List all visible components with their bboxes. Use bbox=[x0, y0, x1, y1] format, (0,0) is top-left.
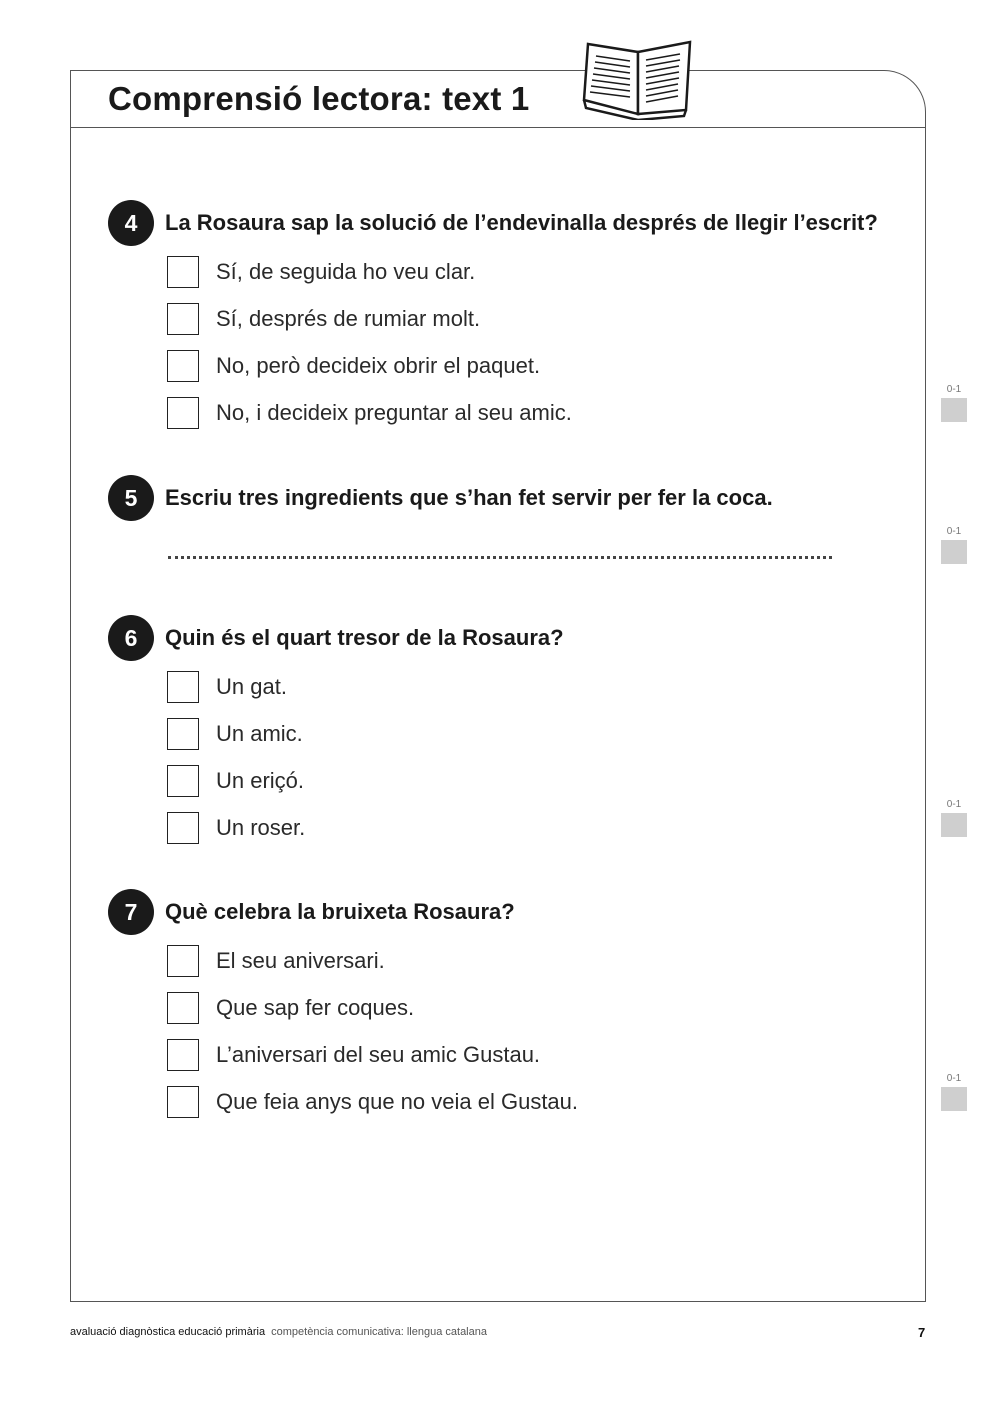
question-text: Escriu tres ingredients que s’han fet servir per fer la coca. bbox=[165, 485, 773, 510]
title-divider bbox=[70, 127, 926, 128]
question-text: Què celebra la bruixeta Rosaura? bbox=[165, 899, 515, 924]
answer-label: No, i decideix preguntar al seu amic. bbox=[216, 400, 572, 425]
score-marker-q5 bbox=[941, 526, 967, 564]
answer-label: Un eriçó. bbox=[216, 768, 305, 793]
page-title: Comprensió lectora: text 1 bbox=[108, 80, 530, 117]
score-marker-q7 bbox=[941, 1073, 967, 1111]
score-box[interactable] bbox=[941, 813, 967, 837]
answer-label: Que feia anys que no veia el Gustau. bbox=[216, 1089, 579, 1114]
answer-label: Que sap fer coques. bbox=[216, 995, 415, 1020]
answer-option[interactable] bbox=[167, 302, 480, 336]
answer-option[interactable] bbox=[167, 396, 572, 430]
score-marker-q6 bbox=[941, 799, 967, 837]
question-number-badge: 6 bbox=[108, 615, 154, 661]
answer-option[interactable] bbox=[167, 670, 287, 704]
answer-label: Un amic. bbox=[216, 721, 303, 746]
answer-writing-line[interactable] bbox=[168, 556, 832, 559]
answer-option[interactable] bbox=[167, 717, 303, 751]
answer-option[interactable] bbox=[167, 944, 385, 978]
footer-subtitle: competència comunicativa: llengua catalana bbox=[271, 1326, 487, 1338]
answer-option[interactable] bbox=[167, 1038, 540, 1072]
score-label: 0-1 bbox=[946, 526, 962, 537]
answer-checkbox[interactable] bbox=[167, 303, 199, 335]
question-number-badge: 5 bbox=[108, 475, 154, 521]
answer-checkbox[interactable] bbox=[167, 1039, 199, 1071]
answer-label: L’aniversari del seu amic Gustau. bbox=[216, 1042, 541, 1067]
page-number: 7 bbox=[918, 1325, 926, 1340]
answer-label: Un roser. bbox=[216, 815, 306, 840]
answer-option[interactable] bbox=[167, 349, 540, 383]
question-text: La Rosaura sap la solució de l’endevinalla després de llegir l’escrit? bbox=[165, 210, 878, 235]
footer bbox=[70, 1326, 487, 1338]
open-book-icon bbox=[582, 38, 694, 120]
answer-label: No, però decideix obrir el paquet. bbox=[216, 353, 541, 378]
answer-checkbox[interactable] bbox=[167, 992, 199, 1024]
answer-checkbox[interactable] bbox=[167, 1086, 199, 1118]
footer-title: avaluació diagnòstica educació primària bbox=[70, 1326, 266, 1338]
score-box[interactable] bbox=[941, 398, 967, 422]
answer-checkbox[interactable] bbox=[167, 718, 199, 750]
answer-checkbox[interactable] bbox=[167, 671, 199, 703]
question-number-badge: 7 bbox=[108, 889, 154, 935]
question-text: Quin és el quart tresor de la Rosaura? bbox=[165, 625, 564, 650]
score-label: 0-1 bbox=[946, 799, 962, 810]
score-box[interactable] bbox=[941, 540, 967, 564]
answer-checkbox[interactable] bbox=[167, 350, 199, 382]
answer-label: Un gat. bbox=[216, 674, 287, 699]
answer-label: Sí, després de rumiar molt. bbox=[216, 306, 481, 331]
answer-label: El seu aniversari. bbox=[216, 948, 385, 973]
answer-checkbox[interactable] bbox=[167, 765, 199, 797]
answer-option[interactable] bbox=[167, 991, 414, 1025]
answer-checkbox[interactable] bbox=[167, 945, 199, 977]
answer-checkbox[interactable] bbox=[167, 256, 199, 288]
answer-option[interactable] bbox=[167, 1085, 578, 1119]
answer-option[interactable] bbox=[167, 255, 475, 289]
answer-option[interactable] bbox=[167, 811, 305, 845]
question-number-badge: 4 bbox=[108, 200, 154, 246]
answer-checkbox[interactable] bbox=[167, 812, 199, 844]
score-label: 0-1 bbox=[946, 1073, 962, 1084]
score-box[interactable] bbox=[941, 1087, 967, 1111]
score-marker-q4 bbox=[941, 384, 967, 422]
score-label: 0-1 bbox=[946, 384, 962, 395]
answer-checkbox[interactable] bbox=[167, 397, 199, 429]
answer-option[interactable] bbox=[167, 764, 304, 798]
answer-label: Sí, de seguida ho veu clar. bbox=[216, 259, 476, 284]
